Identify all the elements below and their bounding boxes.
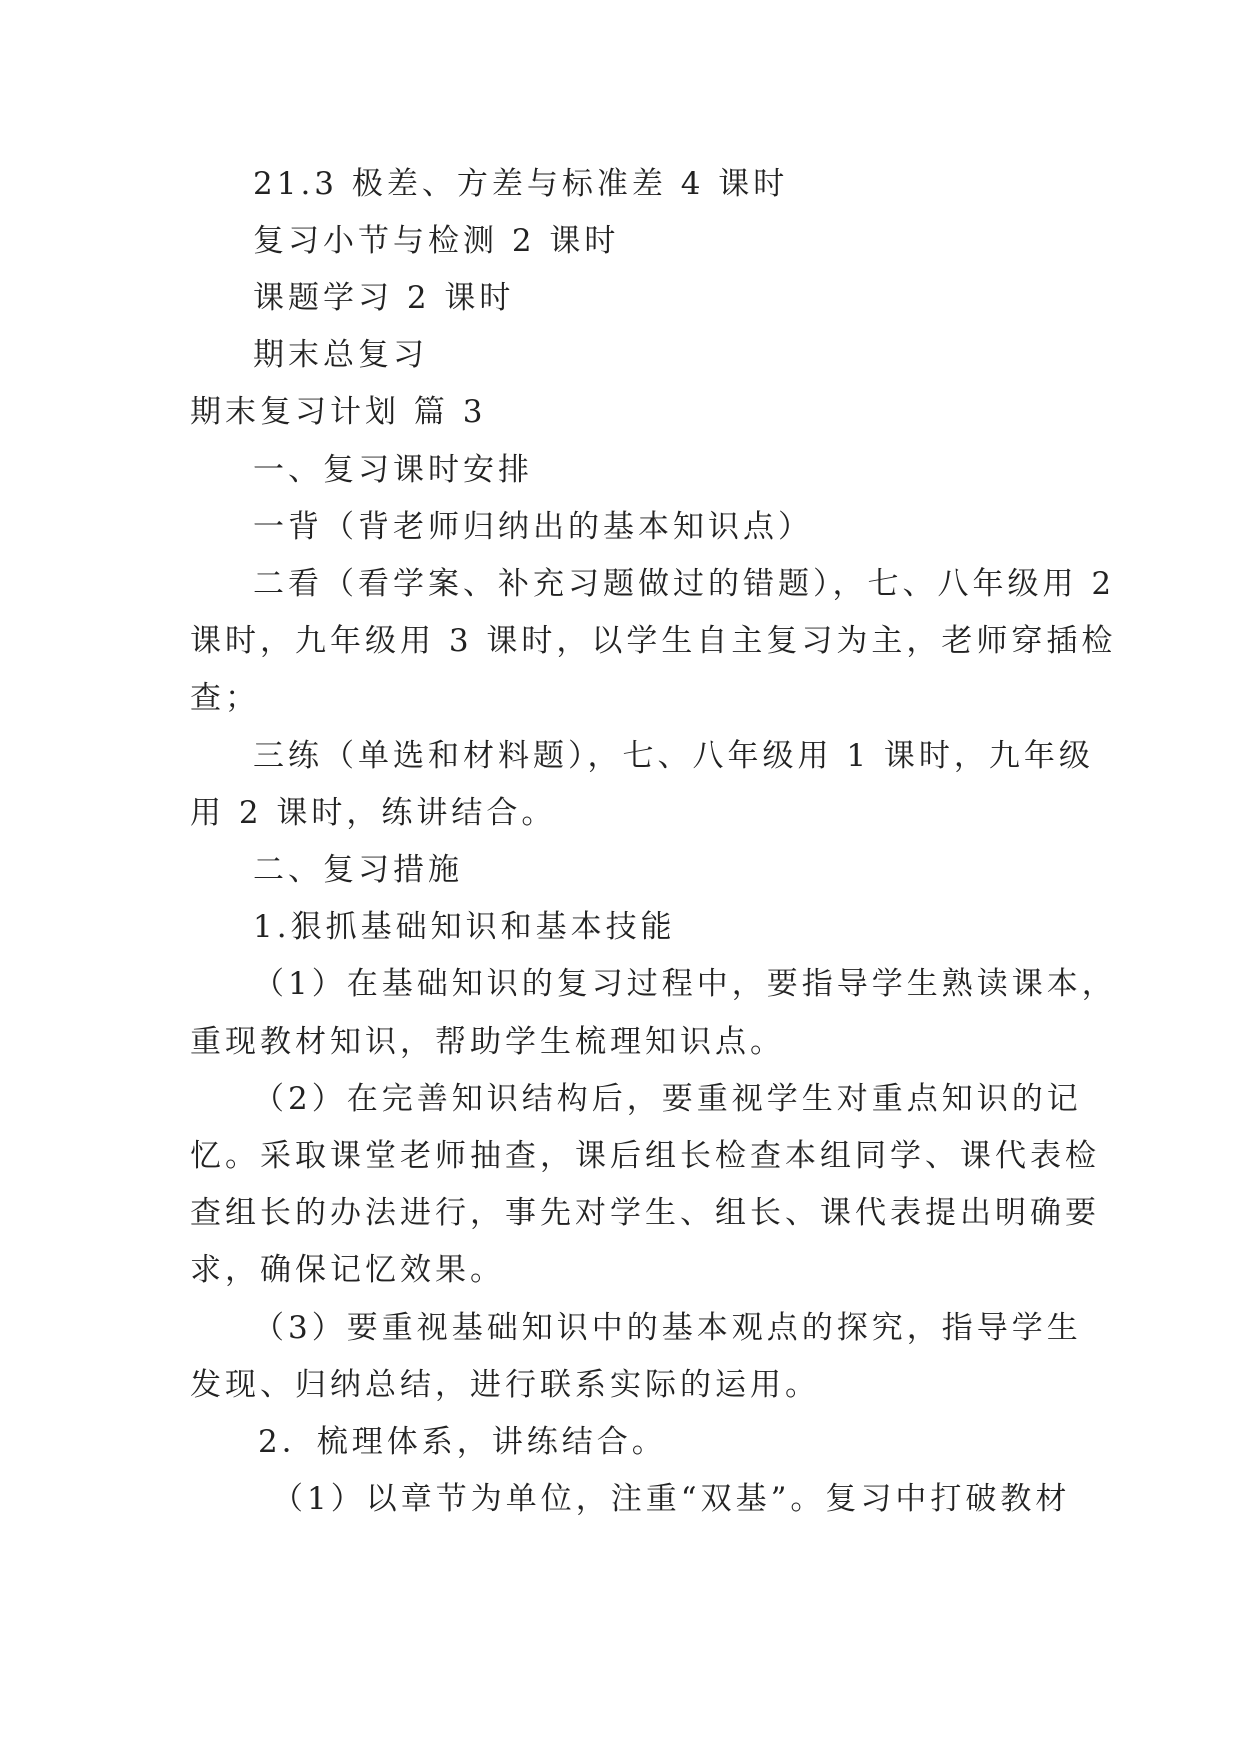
section-heading: 期末复习计划 篇 3	[190, 394, 487, 430]
text-line: 一背（背老师归纳出的基本知识点）	[253, 509, 813, 545]
text-line: 忆。采取课堂老师抽查，课后组长检查本组同学、课代表检	[190, 1138, 1100, 1174]
text-line: （2）在完善知识结构后，要重视学生对重点知识的记	[253, 1081, 1082, 1117]
text-line: 用 2 课时，练讲结合。	[190, 795, 557, 831]
text-line: 课题学习 2 课时	[253, 280, 515, 316]
text-line: （1）在基础知识的复习过程中，要指导学生熟读课本，	[253, 966, 1117, 1002]
text-line: 查组长的办法进行，事先对学生、组长、课代表提出明确要	[190, 1195, 1100, 1231]
text-line: 21.3 极差、方差与标准差 4 课时	[253, 166, 789, 202]
text-line: 三练（单选和材料题），七、八年级用 1 课时，九年级	[253, 738, 1094, 774]
text-line: 查；	[190, 680, 260, 716]
text-line: 发现、归纳总结，进行联系实际的运用。	[190, 1367, 820, 1403]
text-line: 复习小节与检测 2 课时	[253, 223, 620, 259]
text-line: （1）以章节为单位，注重“双基”。复习中打破教材	[272, 1481, 1071, 1517]
text-line: 二、复习措施	[253, 852, 463, 888]
text-line: 2．梳理体系，讲练结合。	[258, 1424, 667, 1460]
text-line: 一、复习课时安排	[253, 452, 533, 488]
text-line: 求，确保记忆效果。	[190, 1252, 505, 1288]
text-line: 课时，九年级用 3 课时，以学生自主复习为主，老师穿插检	[190, 623, 1117, 659]
text-line: 1.狠抓基础知识和基本技能	[253, 909, 676, 945]
text-line: 期末总复习	[253, 337, 428, 373]
text-line: 二看（看学案、补充习题做过的错题），七、八年级用 2	[253, 566, 1116, 602]
text-line: 重现教材知识，帮助学生梳理知识点。	[190, 1024, 785, 1060]
text-line: （3）要重视基础知识中的基本观点的探究，指导学生	[253, 1310, 1082, 1346]
